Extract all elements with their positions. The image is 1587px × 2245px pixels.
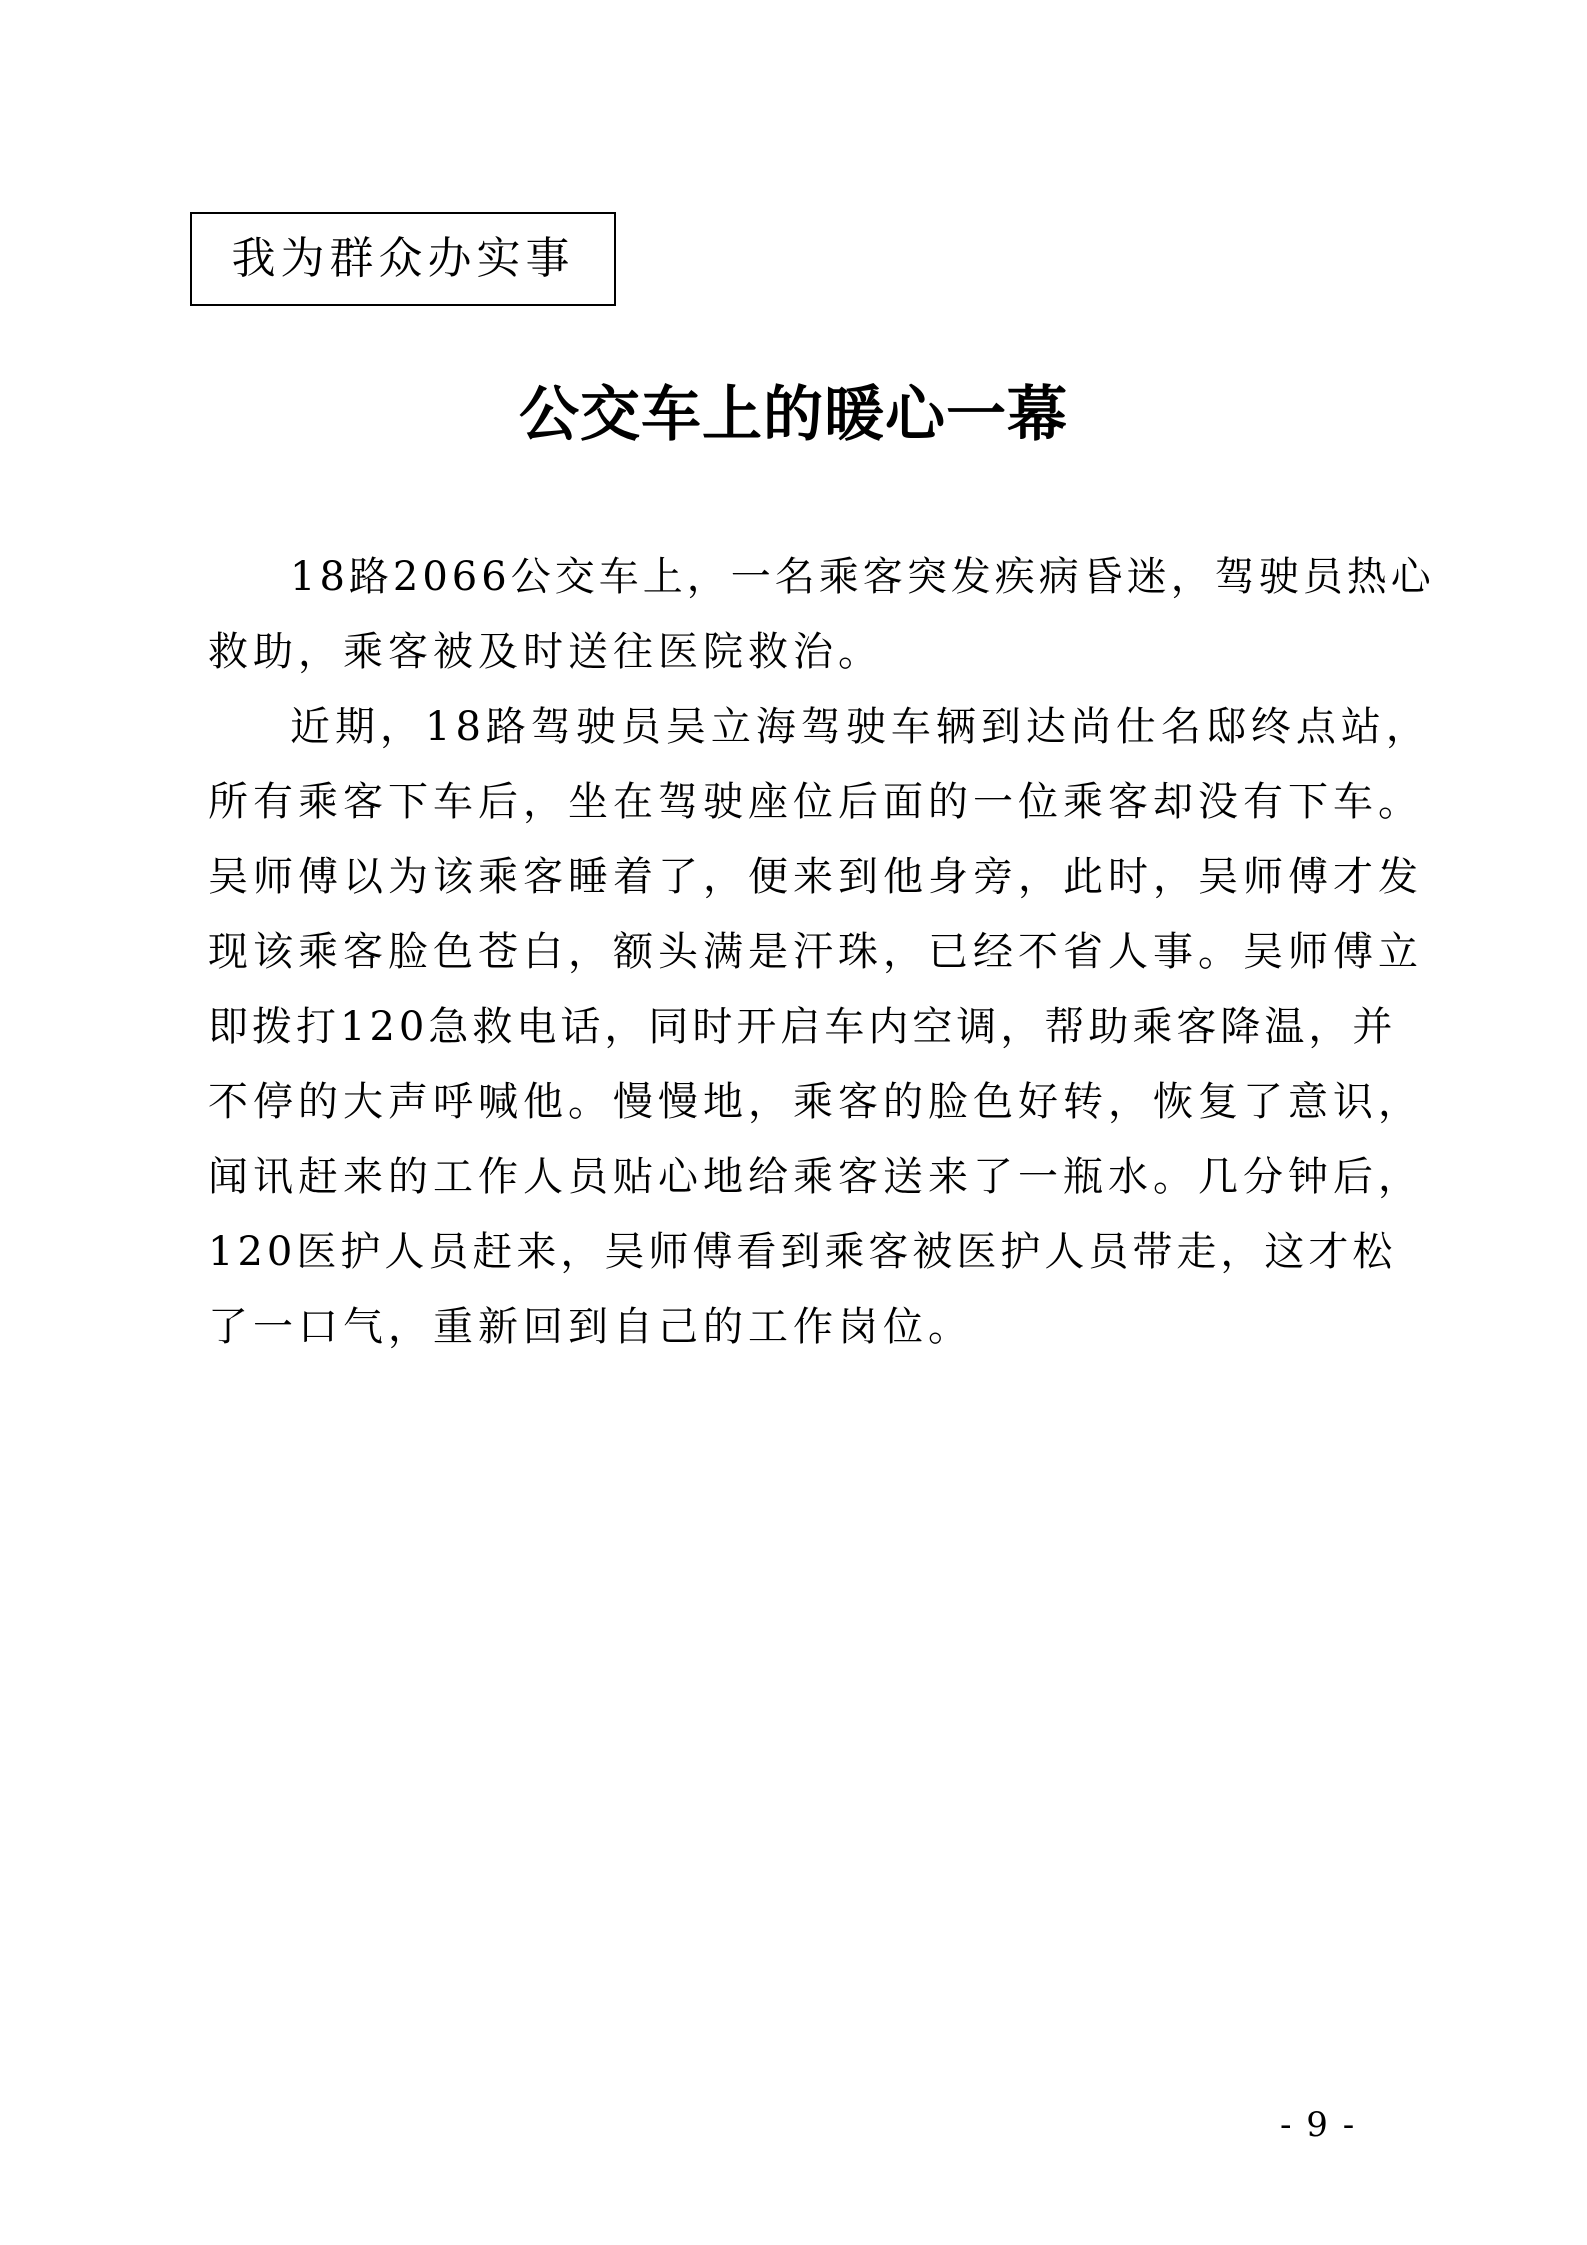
section-label-box [190,212,616,306]
body-line-5: 吴师傅以为该乘客睡着了，便来到他身旁，此时，吴师傅才发 [208,854,1423,900]
body-line-8: 不停的大声呼喊他。慢慢地，乘客的脸色好转，恢复了意识， [208,1079,1423,1125]
page-number: - 9 - [1280,2105,1357,2145]
body-line-7: 即拨打120急救电话，同时开启车内空调，帮助乘客降温，并 [208,1004,1397,1050]
body-line-1: 18路2066公交车上，一名乘客突发疾病昏迷，驾驶员热心 [290,554,1435,600]
article-title: 公交车上的暖心一幕 [519,380,1068,450]
body-line-10: 120医护人员赶来，吴师傅看到乘客被医护人员带走，这才松 [208,1229,1397,1275]
section-label: 我为群众办实事 [231,233,575,284]
body-line-6: 现该乘客脸色苍白，额头满是汗珠，已经不省人事。吴师傅立 [208,929,1423,975]
body-line-9: 闻讯赶来的工作人员贴心地给乘客送来了一瓶水。几分钟后， [208,1154,1423,1200]
body-line-4: 所有乘客下车后，坐在驾驶座位后面的一位乘客却没有下车。 [208,779,1423,825]
body-line-11: 了一口气，重新回到自己的工作岗位。 [208,1304,973,1350]
body-line-3: 近期，18路驾驶员吴立海驾驶车辆到达尚仕名邸终点站， [290,704,1431,750]
body-line-2: 救助，乘客被及时送往医院救治。 [208,629,883,675]
